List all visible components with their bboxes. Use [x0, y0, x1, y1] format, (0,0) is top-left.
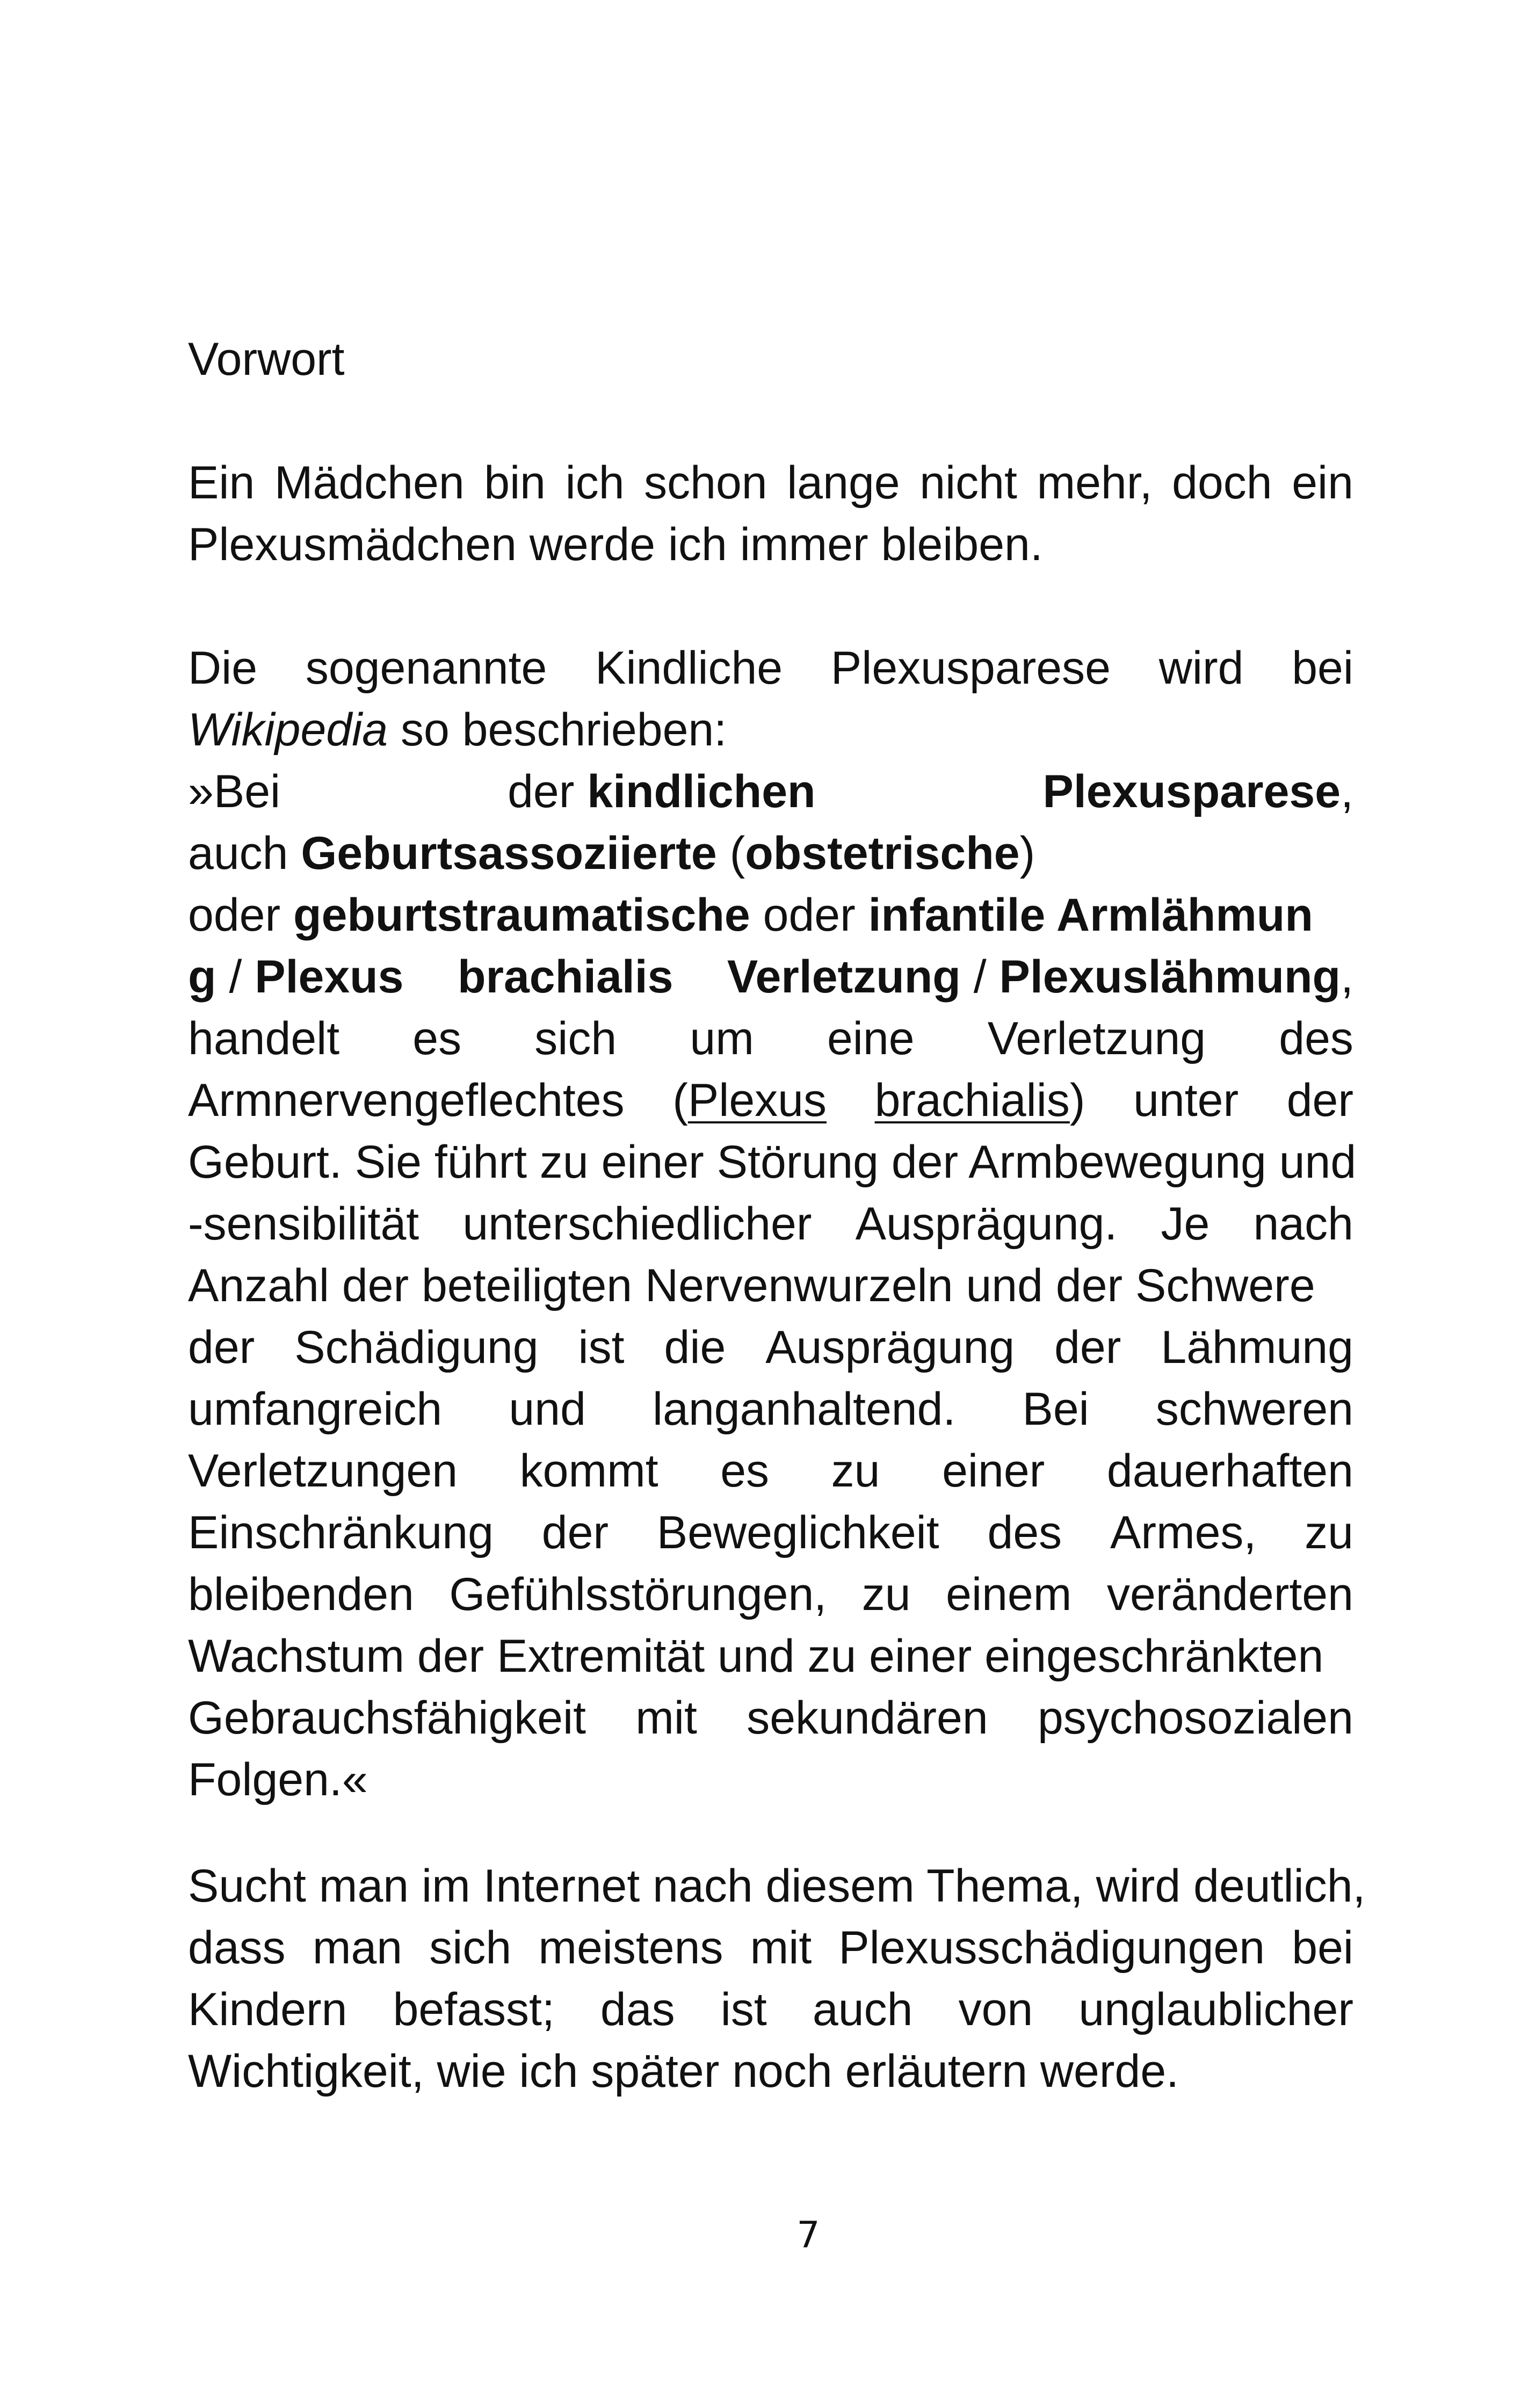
word: Schädigung: [294, 1322, 539, 1373]
word: handelt: [188, 1013, 340, 1064]
word: man: [312, 1922, 403, 1974]
word: der: [188, 1322, 255, 1373]
word: -sensibilität: [188, 1198, 419, 1250]
text-line: [188, 1502, 1353, 1564]
paragraph-intro: [188, 452, 1353, 576]
text-line: [188, 1317, 1353, 1379]
word: Armes,: [1110, 1507, 1257, 1558]
word: ist: [720, 1984, 767, 2035]
word: Lähmung: [1161, 1322, 1353, 1373]
text-line: Wachstum der Extremität und zu einer eingeschränkten: [188, 1630, 1324, 1682]
text-line: Anzahl der beteiligten Nervenwurzeln und der Schwere: [188, 1260, 1315, 1311]
word: auch: [812, 1984, 913, 2035]
word: und: [509, 1383, 586, 1435]
word: nach: [1253, 1198, 1353, 1250]
word: Beweglichkeit: [656, 1507, 939, 1558]
word: doch: [1172, 457, 1272, 509]
word: um: [690, 1013, 754, 1064]
text-line: [188, 637, 1353, 699]
word: Plexusschädigungen: [838, 1922, 1265, 1974]
word: ich: [565, 457, 625, 509]
word: zu: [831, 1445, 880, 1497]
word: schon: [644, 457, 767, 509]
word: des: [987, 1507, 1062, 1558]
word: der: [541, 1507, 609, 1558]
text-line: »Bei der kindlichen Plexusparese,: [188, 766, 1353, 817]
word: Verletzung: [987, 1013, 1206, 1064]
paragraph-internet: [188, 1855, 1366, 2102]
word: Die: [188, 642, 258, 694]
text-line: [188, 1379, 1353, 1440]
word: dass: [188, 1922, 286, 1974]
word: nicht: [919, 457, 1017, 509]
text-line: [188, 452, 1353, 514]
word: sich: [429, 1922, 512, 1974]
word: kommt: [519, 1445, 658, 1497]
text-line: [188, 1979, 1353, 2041]
text-line: auch Geburtsassoziierte (obstetrische): [188, 828, 1035, 879]
word: Einschränkung: [188, 1507, 494, 1558]
word: mehr,: [1037, 457, 1153, 509]
word: Mädchen: [274, 457, 465, 509]
text-line: [188, 1917, 1353, 1979]
word: Kindern: [188, 1984, 347, 2035]
paragraph-wikipedia-quote: [188, 637, 1357, 1811]
word: mit: [750, 1922, 812, 1974]
word: Kindliche: [595, 642, 783, 694]
word: dauerhaften: [1106, 1445, 1353, 1497]
word: Gebrauchsfähigkeit: [188, 1692, 586, 1744]
word: meistens: [538, 1922, 723, 1974]
text-line: Wichtigkeit, wie ich später noch erläutern werde.: [188, 2046, 1179, 2097]
word: lange: [787, 457, 900, 509]
word: ein: [1292, 457, 1353, 509]
word: wird: [1158, 642, 1244, 694]
word: Gefühlsstörungen,: [449, 1569, 827, 1620]
word: ist: [578, 1322, 625, 1373]
plexus-brachialis-link[interactable]: brachialis: [874, 1075, 1070, 1126]
word: einer: [942, 1445, 1045, 1497]
page-number: 7: [796, 2214, 820, 2257]
word: Ausprägung.: [855, 1198, 1118, 1250]
word: Verletzungen: [188, 1445, 458, 1497]
word: bei: [1292, 642, 1353, 694]
word: Plexusparese: [830, 642, 1111, 694]
text-line: oder geburtstraumatische oder infantile Armlähmun: [188, 889, 1313, 941]
word: Ein: [188, 457, 255, 509]
word: schweren: [1155, 1383, 1353, 1435]
word: bei: [1292, 1922, 1353, 1974]
word: Je: [1161, 1198, 1210, 1250]
text-line: Armnervengeflechtes (Plexus brachialis) unter der: [188, 1075, 1353, 1126]
word: bin: [484, 457, 546, 509]
word: sogenannte: [305, 642, 547, 694]
word: psychosozialen: [1037, 1692, 1353, 1744]
text-line: [188, 1193, 1353, 1255]
word: zu: [1305, 1507, 1353, 1558]
word: bleibenden: [188, 1569, 414, 1620]
word: das: [600, 1984, 675, 2035]
word: langanhaltend.: [653, 1383, 956, 1435]
word: der: [1054, 1322, 1121, 1373]
text-line: [188, 1008, 1353, 1070]
text-line: [188, 1440, 1353, 1502]
word: es: [412, 1013, 462, 1064]
word: einem: [946, 1569, 1072, 1620]
text-line: Wikipedia so beschrieben:: [188, 704, 727, 756]
word: unglaublicher: [1078, 1984, 1353, 2035]
text-line: [188, 1687, 1353, 1749]
wikipedia-reference: Wikipedia: [188, 704, 388, 756]
page-heading: Vorwort: [188, 333, 345, 385]
text-line: [188, 1564, 1353, 1626]
word: von: [958, 1984, 1033, 2035]
text-line: Folgen.«: [188, 1754, 368, 1805]
word: zu: [861, 1569, 911, 1620]
word: veränderten: [1106, 1569, 1353, 1620]
text-line: g / Plexus brachialis Verletzung / Plexuslähmung,: [188, 951, 1353, 1003]
text-line: Plexusmädchen werde ich immer bleiben.: [188, 519, 1043, 570]
word: befasst;: [393, 1984, 555, 2035]
word: sich: [534, 1013, 617, 1064]
word: eine: [827, 1013, 915, 1064]
plexus-brachialis-link[interactable]: Plexus: [687, 1075, 827, 1126]
word: des: [1279, 1013, 1353, 1064]
text-line: Sucht man im Internet nach diesem Thema, wird deutlich,: [188, 1860, 1366, 1912]
word: mit: [635, 1692, 697, 1744]
word: es: [720, 1445, 770, 1497]
word: sekundären: [747, 1692, 988, 1744]
text-line: Geburt. Sie führt zu einer Störung der Armbewegung und: [188, 1136, 1357, 1188]
word: die: [664, 1322, 726, 1373]
word: Ausprägung: [765, 1322, 1015, 1373]
word: unterschiedlicher: [462, 1198, 812, 1250]
word: Bei: [1022, 1383, 1089, 1435]
word: umfangreich: [188, 1383, 443, 1435]
